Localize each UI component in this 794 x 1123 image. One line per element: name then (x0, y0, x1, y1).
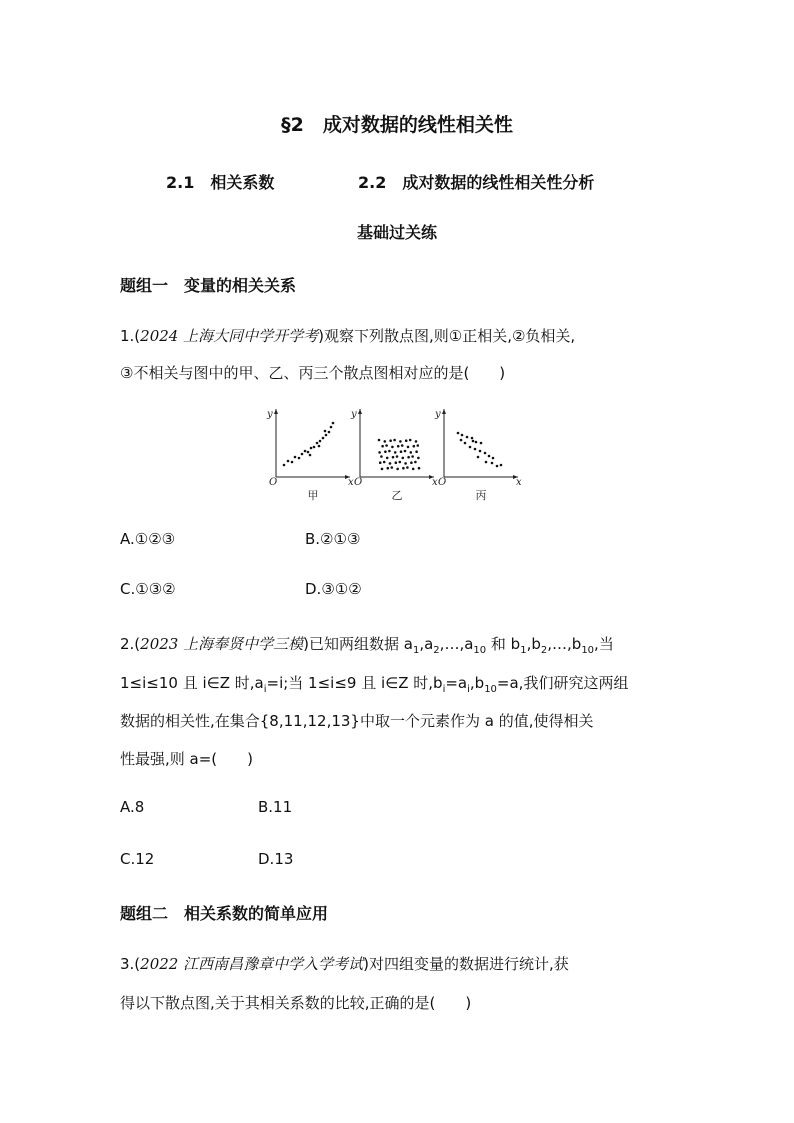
fig-axis-x-1: x (348, 477, 354, 488)
scatter-dot-yi (409, 439, 412, 442)
scatter-dot-jia (307, 451, 310, 454)
scatter-dot-yi (386, 457, 389, 460)
scatter-dot-yi (384, 440, 387, 443)
scatter-dot-yi (391, 466, 394, 469)
scatter-dot-yi (405, 439, 408, 442)
scatter-dot-yi (404, 450, 407, 453)
sub: i (263, 684, 267, 695)
scatter-dot-yi (397, 445, 400, 448)
scatter-dot-jia (324, 430, 327, 433)
sub: i (467, 684, 470, 695)
subtitle-2-2: 2.2 成对数据的线性相关性分析 (358, 173, 595, 192)
scatter-dot-yi (385, 444, 388, 447)
q1-option-b[interactable]: B.②①③ (305, 530, 361, 548)
scatter-dot-jia (313, 446, 316, 449)
fig-axis-x-2: x (432, 477, 438, 488)
scatter-dot-jia (325, 434, 328, 437)
scatter-dot-bing (475, 441, 478, 444)
scatter-dot-yi (417, 444, 420, 447)
fig-label-jia: 甲 (307, 489, 319, 502)
scatter-dot-bing (466, 436, 469, 439)
scatter-dot-yi (396, 468, 399, 471)
scatter-dot-yi (414, 461, 417, 464)
scatter-dot-yi (400, 450, 403, 453)
q2-line4: 性最强,则 a=( ) (120, 750, 254, 768)
page-title: §2 成对数据的线性相关性 (281, 114, 513, 136)
scatter-dot-yi (411, 455, 414, 458)
scatter-dot-yi (418, 467, 421, 470)
scatter-dot-yi (384, 450, 387, 453)
q2-option-a[interactable]: A.8 (120, 798, 145, 816)
scatter-dot-bing (469, 446, 472, 449)
sub: 10 (484, 684, 497, 695)
fig-axis-x-3: x (516, 477, 522, 488)
q1-line2: ③不相关与图中的甲、乙、丙三个散点图相对应的是( ) (120, 364, 506, 382)
scatter-dot-yi (412, 468, 415, 471)
scatter-dot-bing (484, 452, 487, 455)
scatter-dot-jia (328, 431, 331, 434)
scatter-dot-bing (477, 456, 480, 459)
scatter-dot-bing (500, 464, 503, 467)
scatter-dot-bing (464, 442, 467, 445)
scatter-dot-yi (393, 439, 396, 442)
scatter-dot-jia (294, 456, 297, 459)
scatter-dot-jia (304, 450, 307, 453)
scatter-dot-yi (389, 439, 392, 442)
scatter-dot-jia (298, 457, 301, 460)
scatter-dot-yi (378, 439, 381, 442)
scatter-dot-bing (461, 434, 464, 437)
sub: i (442, 684, 446, 695)
scatter-dot-bing (492, 457, 495, 460)
q2-text: =a (445, 674, 468, 692)
scatter-dot-yi (407, 446, 410, 449)
scatter-dot-bing (496, 465, 499, 468)
sub: 2 (433, 645, 440, 656)
sub: 2 (540, 645, 548, 656)
scatter-dot-yi (402, 457, 405, 460)
scatter-dot-yi (391, 446, 394, 449)
scatter-dot-bing (472, 440, 475, 443)
q2-option-b[interactable]: B.11 (258, 798, 293, 816)
q2-line1 (120, 633, 614, 656)
scatter-dot-yi (415, 450, 418, 453)
q3-text-1: )对四组变量的数据进行统计,获 (363, 955, 569, 973)
scatter-dot-bing (488, 455, 491, 458)
q1-option-c[interactable]: C.①③② (120, 580, 176, 598)
q3-line1 (120, 953, 569, 974)
scatter-dot-jia (316, 442, 319, 445)
section-title: 基础过关练 (356, 223, 437, 242)
subtitle-2-1: 2.1 相关系数 (166, 173, 275, 192)
scatter-dot-yi (383, 461, 386, 464)
scatter-dot-yi (401, 444, 404, 447)
scatter-dot-bing (460, 439, 463, 442)
scatter-dot-yi (399, 461, 402, 464)
scatter-dot-jia (318, 445, 321, 448)
q1-text-1: )观察下列散点图,则①正相关,②负相关, (318, 327, 576, 345)
scatter-dot-jia (309, 454, 312, 457)
sub: 10 (581, 645, 595, 656)
scatter-dot-jia (332, 422, 335, 425)
scatter-dot-yi (407, 456, 410, 459)
scatter-dot-yi (417, 457, 420, 460)
scatter-dot-bing (479, 450, 482, 453)
fig-origin-1: O (269, 477, 278, 488)
scatter-dot-bing (457, 432, 460, 435)
q1-line1 (120, 325, 575, 346)
q2-text: ,…,a (439, 635, 474, 653)
sub: 10 (473, 645, 487, 656)
sub: 1 (412, 645, 420, 656)
scatter-dot-bing (474, 448, 477, 451)
q2-text: )已知两组数据 a (303, 635, 413, 653)
scatter-dot-yi (395, 461, 398, 464)
fig-label-bing: 丙 (475, 489, 487, 502)
scatter-dot-yi (381, 445, 384, 448)
scatter-dot-jia (287, 460, 290, 463)
q3-line2: 得以下散点图,关于其相关系数的比较,正确的是( ) (120, 994, 472, 1012)
scatter-dot-yi (389, 462, 392, 465)
scatter-dot-bing (480, 442, 483, 445)
q1-source: 2024 上海大同中学开学考 (140, 327, 319, 345)
scatter-dot-jia (283, 464, 286, 467)
scatter-dot-yi (410, 461, 413, 464)
scatter-dot-yi (399, 440, 402, 443)
scatter-dot-yi (378, 451, 381, 454)
q3-num: 3.( (120, 955, 141, 973)
group-one-title: 题组一 变量的相关关系 (120, 276, 297, 295)
fig-axis-y-1: y (267, 409, 273, 420)
q2-num: 2.( (120, 635, 141, 653)
scatter-dot-jia (322, 437, 325, 440)
scatter-dot-yi (379, 461, 382, 464)
scatter-dot-bing (491, 462, 494, 465)
q3-source: 2022 江西南昌豫章中学入学考试 (140, 955, 364, 973)
scatter-dot-jia (319, 440, 322, 443)
q1-num: 1.( (120, 327, 141, 345)
q2-line3: 数据的相关性,在集合{8,11,12,13}中取一个元素作为 a 的值,使得相关 (120, 712, 594, 730)
scatter-dot-yi (387, 467, 390, 470)
scatter-dot-yi (394, 451, 397, 454)
scatter-dot-yi (410, 451, 413, 454)
q2-text: 1≤i≤10 且 i∈Z 时,a (120, 674, 264, 692)
scatter-dot-yi (380, 455, 383, 458)
group-two-title: 题组二 相关系数的简单应用 (120, 904, 329, 923)
q2-text: ,b (469, 674, 485, 692)
scatter-dot-yi (402, 467, 405, 470)
scatter-dot-jia (291, 461, 294, 464)
q2-text: ,a (419, 635, 434, 653)
q2-text: =a,我们研究这两组 (496, 674, 629, 692)
scatter-dot-bing (471, 437, 474, 440)
q2-text: ,b (526, 635, 541, 653)
scatter-dot-yi (381, 468, 384, 471)
fig-axis-y-2: y (351, 409, 357, 420)
scatter-dot-jia (301, 453, 304, 456)
scatter-dot-yi (388, 450, 391, 453)
fig-origin-2: O (354, 477, 363, 488)
scatter-dot-yi (415, 440, 418, 443)
scatter-dot-yi (406, 466, 409, 469)
scatter-dot-yi (392, 456, 395, 459)
fig-label-yi: 乙 (391, 489, 403, 502)
q2-text: =i;当 1≤i≤9 且 i∈Z 时,b (266, 674, 443, 692)
scatter-figure (262, 405, 532, 505)
q1-option-d[interactable]: D.③①② (305, 580, 362, 598)
q2-option-c[interactable]: C.12 (120, 850, 155, 868)
fig-origin-3: O (438, 477, 447, 488)
q2-text: 和 b (486, 635, 521, 653)
sub: 1 (520, 645, 527, 656)
q2-option-d[interactable]: D.13 (258, 850, 294, 868)
q2-text: ,…,b (547, 635, 582, 653)
q2-line2 (120, 672, 628, 695)
q1-option-a[interactable]: A.①②③ (120, 530, 176, 548)
q2-source: 2023 上海奉贤中学三模 (140, 635, 304, 653)
scatter-dot-bing (485, 461, 488, 464)
scatter-dot-jia (330, 426, 333, 429)
scatter-dot-jia (310, 447, 313, 450)
q2-text: ,当 (594, 635, 614, 653)
fig-axis-y-3: y (435, 409, 441, 420)
scatter-dot-yi (396, 455, 399, 458)
scatter-dot-yi (404, 462, 407, 465)
scatter-dot-yi (413, 445, 416, 448)
